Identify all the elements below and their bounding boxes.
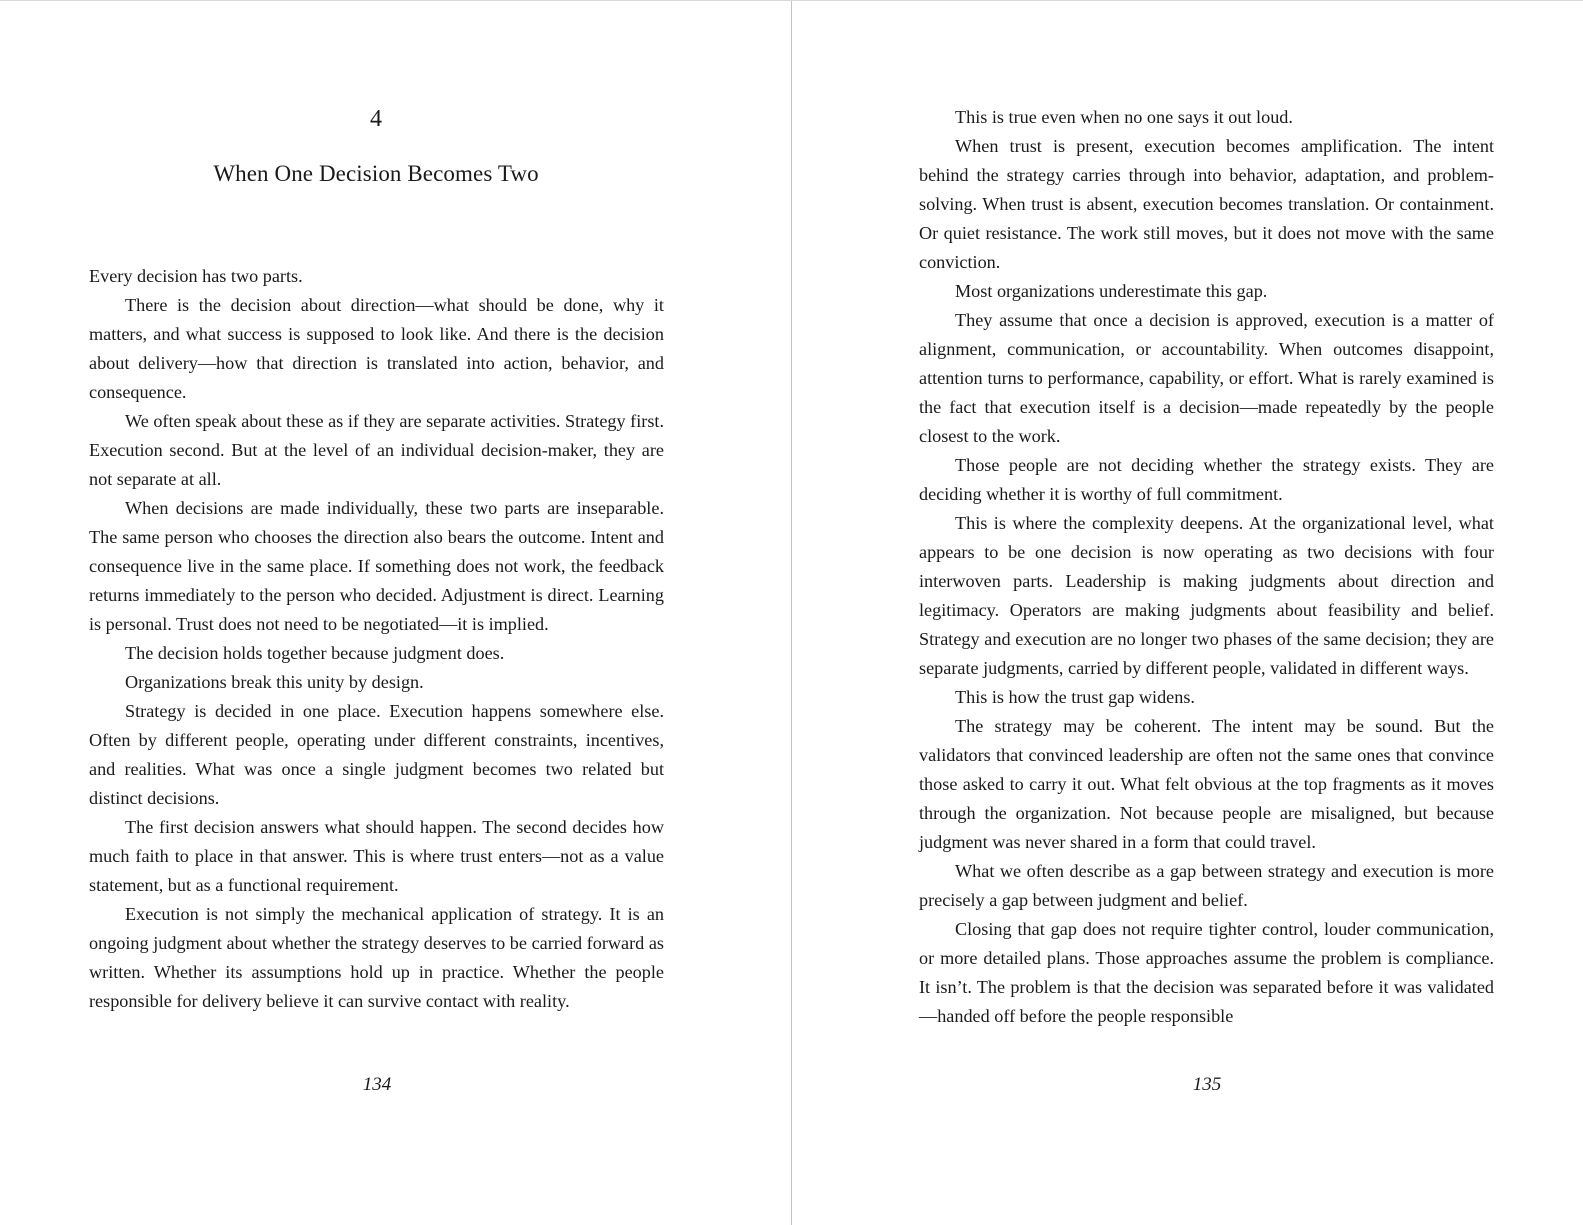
left-page	[0, 1, 791, 1225]
paragraph: What we often describe as a gap between strategy and execution is more precisely a gap between judgment and belief.	[919, 861, 1494, 910]
paragraph: Execution is not simply the mechanical application of strategy. It is an ongoing judgment about whether the strategy deserves to be carried forward as written. Whether its assumptions hold up in practice. Whether the people responsible for delivery believe it can survive contact with reality.	[89, 904, 664, 1011]
paragraph: We often speak about these as if they are separate activities. Strategy first. Execution second. But at the level of an individual decision-maker, they are not separate at all.	[89, 411, 664, 489]
page-number: 134	[362, 1074, 392, 1095]
right-page-body	[919, 103, 1494, 1031]
paragraph: Every decision has two parts.	[89, 266, 303, 286]
right-page	[792, 1, 1583, 1225]
paragraph: Those people are not deciding whether the strategy exists. They are deciding whether it is worthy of full commitment.	[919, 455, 1494, 504]
paragraph: They assume that once a decision is approved, execution is a matter of alignment, communication, or accountability. When outcomes disappoint, attention turns to performance, capability, or effort. What is rarely examined is the fact that execution itself is a decision—made repeatedly by the people closest to the work.	[919, 310, 1494, 446]
paragraph: When decisions are made individually, these two parts are inseparable. The same person who chooses the direction also bears the outcome. Intent and consequence live in the same place. If something does not work, the feedback returns immediately to the person who decided. Adjustment is direct. Learning is personal. Trust does not need to be negotiated—it is implied.	[89, 498, 664, 634]
page-number: 135	[1192, 1074, 1222, 1095]
paragraph: Most organizations underestimate this gap.	[955, 281, 1268, 301]
chapter-title: When One Decision Becomes Two	[213, 161, 539, 186]
paragraph: Closing that gap does not require tighter control, louder communication, or more detailed plans. Those approaches assume the problem is compliance. It isn’t. The problem is that the decision was separated before it was validated—handed off before the people responsible	[919, 919, 1494, 1026]
paragraph: The first decision answers what should happen. The second decides how much faith to place in that answer. This is where trust enters—not as a value statement, but as a functional requirement.	[89, 817, 664, 895]
paragraph: This is where the complexity deepens. At the organizational level, what appears to be one decision is now operating as two decisions with four interwoven parts. Leadership is making judgments about direction and legitimacy. Operators are making judgments about feasibility and belief. Strategy and execution are no longer two phases of the same decision; they are separate judgments, carried by different people, validated in different ways.	[919, 513, 1494, 678]
paragraph: This is true even when no one says it out loud.	[955, 107, 1293, 127]
paragraph: The decision holds together because judgment does.	[125, 643, 505, 663]
chapter-number: 4	[370, 106, 382, 132]
left-page-body	[89, 262, 664, 1016]
paragraph: This is how the trust gap widens.	[955, 687, 1195, 707]
paragraph: Organizations break this unity by design.	[125, 672, 424, 692]
paragraph: The strategy may be coherent. The intent may be sound. But the validators that convinced leadership are often not the same ones that convince those asked to carry it out. What felt obvious at the top fragments as it moves through the organization. Not because people are misaligned, but because judgment was never shared in a form that could travel.	[919, 716, 1494, 852]
paragraph: There is the decision about direction—what should be done, why it matters, and what success is supposed to look like. And there is the decision about delivery—how that direction is translated into action, behavior, and consequence.	[89, 295, 664, 402]
paragraph: Strategy is decided in one place. Execution happens somewhere else. Often by different people, operating under different constraints, incentives, and realities. What was once a single judgment becomes two related but distinct decisions.	[89, 701, 664, 808]
paragraph: When trust is present, execution becomes amplification. The intent behind the strategy carries through into behavior, adaptation, and problem-solving. When trust is absent, execution becomes translation. Or containment. Or quiet resistance. The work still moves, but it does not move with the same conviction.	[919, 136, 1494, 272]
